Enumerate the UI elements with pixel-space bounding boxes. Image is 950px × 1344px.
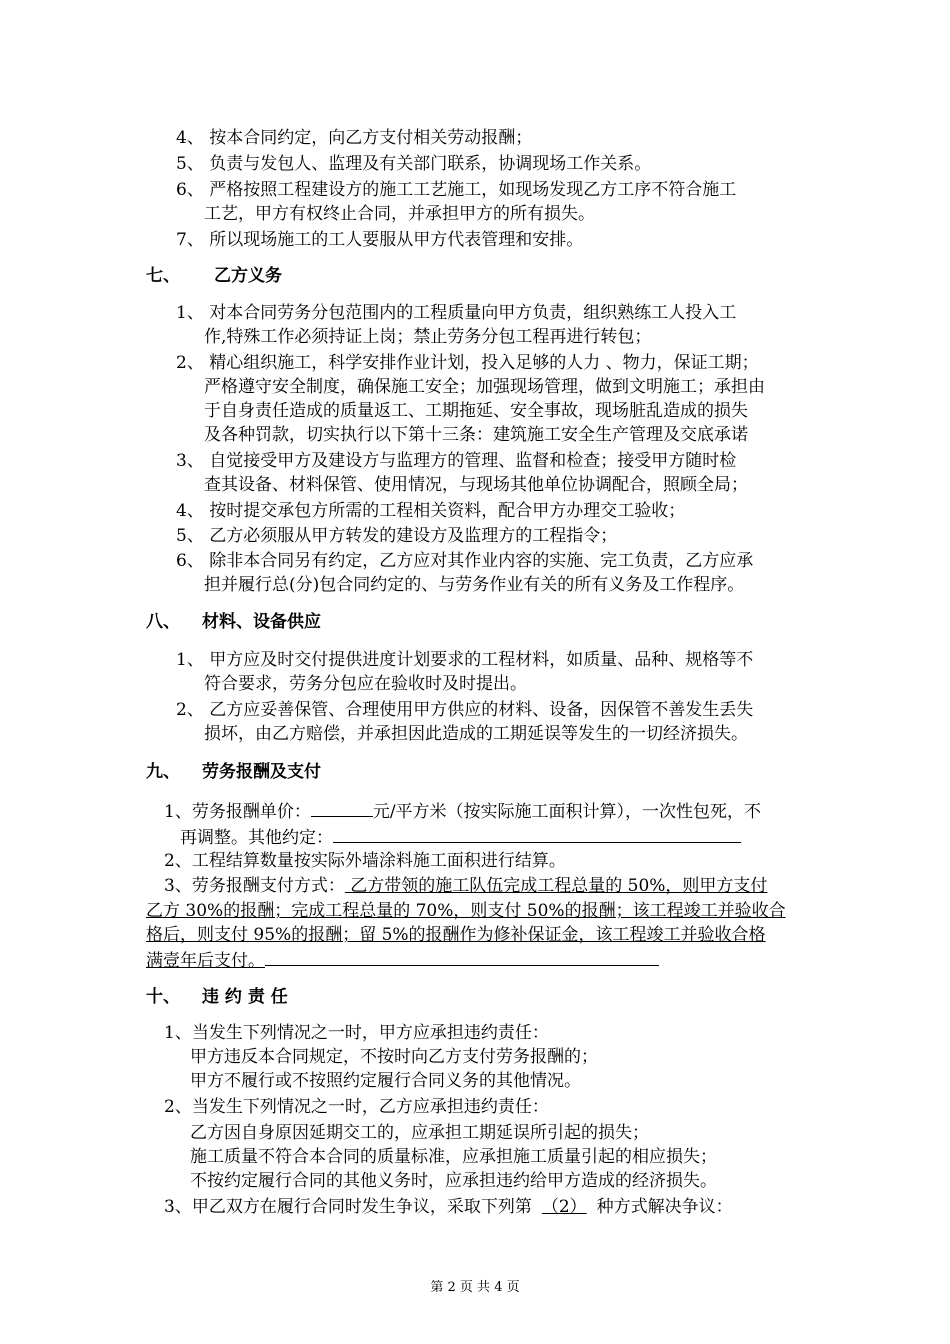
breach-clause-2-item-2: 施工质量不符合本合同的质量标准，应承担施工质量引起的相应损失； (190, 1147, 717, 1167)
party-b-duty-2-cont-1: 严格遵守安全制度，确保施工安全；加强现场管理，做到文明施工；承担由 (204, 377, 765, 397)
section-10-number: 十、 (146, 987, 180, 1007)
party-b-duty-3: 3、 自觉接受甲方及建设方与监理方的管理、监督和检查；接受甲方随时检 (176, 451, 737, 471)
party-b-duty-2-cont-2: 于自身责任造成的质量返工、工期拖延、安全事故，现场脏乱造成的损失 (204, 401, 748, 421)
breach-clause-1: 1、当发生下列情况之一时，甲方应承担违约责任： (164, 1023, 549, 1043)
dispute-resolution-choice: （2） (541, 1197, 587, 1217)
supply-clause-1-cont: 符合要求，劳务分包应在验收时及时提出。 (204, 674, 527, 694)
settlement-quantity-line: 2、工程结算数量按实际外墙涂料施工面积进行结算。 (164, 851, 566, 871)
unit-price-line (164, 798, 761, 824)
party-b-duty-3-cont: 查其设备、材料保管、使用情况，与现场其他单位协调配合，照顾全局； (204, 475, 748, 495)
party-b-duty-6-cont: 担并履行总(分)包合同约定的、与劳务作业有关的所有义务及工作程序。 (204, 575, 745, 595)
party-b-duty-1: 1、 对本合同劳务分包范围内的工程质量向甲方负责，组织熟练工人投入工 (176, 303, 737, 323)
party-a-duty-6-cont: 工艺，甲方有权终止合同，并承担甲方的所有损失。 (204, 204, 595, 224)
party-a-duty-7: 7、 所以现场施工的工人要服从甲方代表管理和安排。 (176, 230, 584, 250)
section-8-number: 八、 (146, 612, 180, 632)
party-b-duty-5: 5、 乙方必须服从甲方转发的建设方及监理方的工程指令； (176, 526, 618, 546)
breach-clause-1-item-2: 甲方不履行或不按照约定履行合同义务的其他情况。 (190, 1071, 581, 1091)
page-number-footer: 第 2 页 共 4 页 (430, 1280, 520, 1295)
party-b-duty-6: 6、 除非本合同另有约定，乙方应对其作业内容的实施、完工负责，乙方应承 (176, 551, 754, 571)
other-agreement-line (180, 824, 741, 850)
payment-terms-4-line (146, 947, 659, 973)
party-a-duty-5: 5、 负责与发包人、监理及有关部门联系，协调现场工作关系。 (176, 154, 652, 174)
unit-price-blank (311, 798, 373, 817)
supply-clause-2: 2、 乙方应妥善保管、合理使用甲方供应的材料、设备，因保管不善发生丢失 (176, 700, 754, 720)
unit-price-suffix: 元/平方米（按实际施工面积计算），一次性包死，不 (372, 802, 762, 822)
party-b-duty-2-cont-3: 及各种罚款，切实执行以下第十三条：建筑施工安全生产管理及交底承诺 (204, 425, 748, 445)
party-b-duty-4: 4、 按时提交承包方所需的工程相关资料，配合甲方办理交工验收； (176, 501, 686, 521)
breach-clause-2-item-3: 不按约定履行合同的其他义务时，应承担违约给甲方造成的经济损失。 (190, 1171, 717, 1191)
breach-clause-2-item-1: 乙方因自身原因延期交工的，应承担工期延误所引起的损失； (190, 1123, 649, 1143)
section-8-title: 材料、设备供应 (202, 612, 321, 632)
payment-terms-blank (265, 947, 659, 966)
party-a-duty-4: 4、 按本合同约定，向乙方支付相关劳动报酬； (176, 128, 533, 148)
dispute-resolution-line (164, 1195, 733, 1219)
other-agreement-label: 再调整。其他约定： (180, 828, 333, 848)
supply-clause-2-cont: 损坏，由乙方赔偿，并承担因此造成的工期延误等发生的一切经济损失。 (204, 724, 748, 744)
payment-terms-3: 格后，则支付 95%的报酬；留 5%的报酬作为修补保证金，该工程竣工并验收合格 (146, 925, 766, 945)
payment-method-line-1 (164, 874, 767, 898)
party-a-duty-6: 6、 严格按照工程建设方的施工工艺施工，如现场发现乙方工序不符合施工 (176, 180, 737, 200)
section-9-number: 九、 (146, 762, 180, 782)
breach-clause-2: 2、当发生下列情况之一时，乙方应承担违约责任： (164, 1097, 549, 1117)
section-10-title: 违 约 责 任 (202, 987, 288, 1007)
payment-terms-2: 乙方 30%的报酬；完成工程总量的 70%，则支付 50%的报酬；该工程竣工并验收合 (146, 901, 786, 921)
section-9-title: 劳务报酬及支付 (202, 762, 321, 782)
supply-clause-1: 1、 甲方应及时交付提供进度计划要求的工程材料，如质量、品种、规格等不 (176, 650, 754, 670)
dispute-resolution-label: 3、甲乙双方在履行合同时发生争议，采取下列第 (164, 1197, 532, 1217)
breach-clause-1-item-1: 甲方违反本合同规定，不按时向乙方支付劳务报酬的； (190, 1047, 598, 1067)
payment-terms-4: 满壹年后支付。 (146, 951, 265, 971)
other-agreement-blank (333, 824, 741, 843)
dispute-resolution-suffix: 种方式解决争议： (596, 1197, 733, 1217)
payment-method-label: 3、劳务报酬支付方式： (164, 876, 345, 896)
section-7-title: 乙方义务 (214, 266, 282, 286)
party-b-duty-1-cont: 作,特殊工作必须持证上岗；禁止劳务分包工程再进行转包； (204, 327, 652, 347)
section-7-number: 七、 (146, 266, 180, 286)
payment-terms-1: 乙方带领的施工队伍完成工程总量的 50%，则甲方支付 (344, 876, 768, 896)
unit-price-label: 1、劳务报酬单价： (164, 802, 311, 822)
party-b-duty-2: 2、 精心组织施工，科学安排作业计划，投入足够的人力 、物力，保证工期； (176, 353, 759, 373)
